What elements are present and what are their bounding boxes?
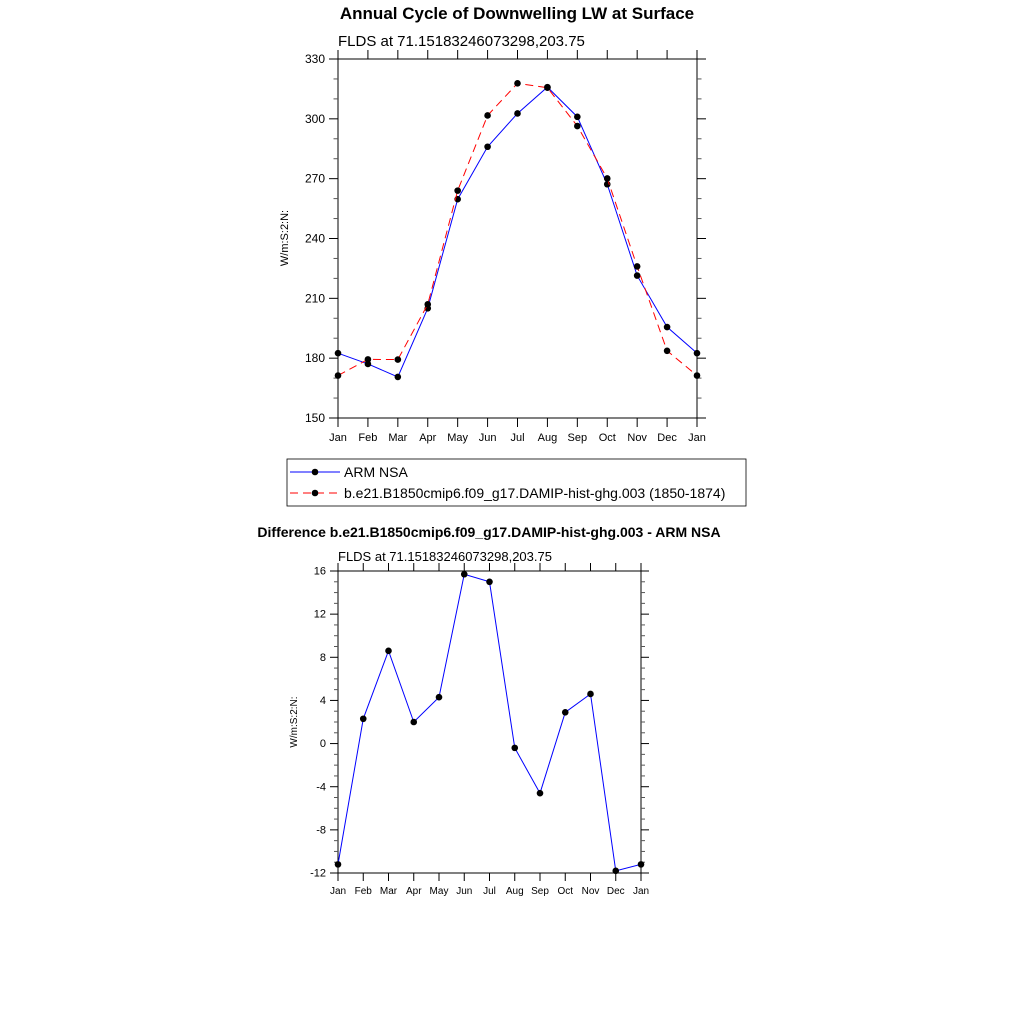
x-tick-label: Sep — [567, 432, 588, 444]
data-point — [454, 187, 461, 194]
bottom-y-axis-label: W/m:S:2:N: — [289, 696, 300, 748]
data-point — [511, 745, 518, 752]
x-tick-label: Mar — [379, 886, 398, 897]
x-tick-label: May — [429, 886, 449, 897]
x-tick-label: Aug — [537, 432, 558, 444]
data-point — [587, 691, 594, 698]
y-tick-label: -4 — [316, 781, 326, 794]
data-point — [694, 350, 701, 357]
x-tick-label: Feb — [354, 886, 372, 897]
legend-label-arm: ARM NSA — [344, 464, 408, 480]
y-tick-label: 330 — [304, 51, 325, 66]
x-tick-label: May — [447, 432, 469, 444]
x-tick-label: Nov — [627, 432, 647, 444]
x-tick-label: Oct — [557, 886, 574, 897]
x-tick-label: Aug — [505, 886, 524, 897]
data-point — [365, 356, 372, 363]
data-point — [436, 694, 443, 701]
y-tick-label: 270 — [304, 171, 325, 186]
y-tick-label: 8 — [319, 651, 326, 664]
data-point — [514, 110, 521, 117]
legend — [287, 459, 746, 506]
x-tick-label: Sep — [531, 886, 549, 897]
legend-marker-arm — [312, 469, 319, 476]
data-point — [424, 301, 431, 308]
data-point — [638, 861, 645, 868]
data-point — [544, 84, 551, 91]
data-point — [410, 719, 417, 726]
series-line-0 — [338, 87, 697, 377]
data-point — [634, 272, 641, 279]
plot-frame — [338, 571, 641, 873]
y-tick-label: 300 — [304, 111, 325, 126]
top-chart-subtitle: FLDS at 71.15183246073298,203.75 — [338, 33, 585, 50]
y-tick-label: -12 — [310, 867, 326, 880]
data-point — [562, 709, 569, 716]
data-point — [335, 861, 342, 868]
data-point — [612, 868, 619, 875]
x-tick-label: Nov — [581, 886, 600, 897]
bottom-chart-title: Difference b.e21.B1850cmip6.f09_g17.DAMIP-hist-ghg.003 - ARM NSA — [257, 524, 721, 540]
data-point — [461, 571, 468, 578]
y-tick-label: 210 — [304, 291, 325, 306]
data-point — [335, 350, 342, 357]
bottom-plot-area — [310, 563, 649, 897]
legend-marker-model — [312, 490, 319, 497]
y-tick-label: 0 — [319, 738, 326, 751]
y-tick-label: 12 — [313, 608, 326, 621]
data-point — [574, 114, 581, 121]
y-tick-label: 240 — [304, 231, 325, 246]
data-point — [514, 80, 521, 87]
bottom-chart-subtitle: FLDS at 71.15183246073298,203.75 — [338, 549, 552, 564]
x-tick-label: Feb — [358, 432, 378, 444]
x-tick-label: Apr — [405, 886, 422, 897]
data-point — [484, 112, 491, 119]
x-tick-label: Jan — [632, 886, 650, 897]
data-point — [634, 263, 641, 270]
x-tick-label: Jun — [478, 432, 497, 444]
data-point — [395, 374, 402, 381]
data-point — [385, 648, 392, 655]
y-tick-label: 150 — [304, 410, 325, 425]
data-point — [664, 324, 671, 331]
x-tick-label: Jun — [456, 886, 473, 897]
data-point — [395, 356, 402, 363]
y-tick-label: 180 — [304, 351, 325, 366]
data-point — [335, 372, 342, 379]
x-tick-label: Oct — [598, 432, 616, 444]
x-tick-label: Jul — [510, 432, 525, 444]
top-y-axis-label: W/m:S:2:N: — [279, 209, 291, 267]
series-line-0 — [338, 574, 641, 871]
data-point — [694, 372, 701, 379]
data-point — [604, 175, 611, 182]
data-point — [664, 347, 671, 354]
series-line-1 — [338, 83, 697, 375]
x-tick-label: Jan — [329, 886, 347, 897]
top-chart-title: Annual Cycle of Downwelling LW at Surface — [339, 4, 695, 23]
x-tick-label: Jul — [483, 886, 496, 897]
y-tick-label: 16 — [313, 565, 326, 578]
x-tick-label: Mar — [388, 432, 408, 444]
y-tick-label: -8 — [316, 824, 326, 837]
x-tick-label: Apr — [419, 432, 437, 444]
x-tick-label: Jan — [329, 432, 347, 444]
data-point — [484, 143, 491, 150]
x-tick-label: Jan — [688, 432, 706, 444]
top-plot-area — [305, 50, 706, 444]
y-tick-label: 4 — [319, 695, 326, 708]
data-point — [486, 578, 493, 585]
data-point — [574, 123, 581, 130]
x-tick-label: Dec — [606, 886, 625, 897]
data-point — [537, 790, 544, 797]
legend-label-model: b.e21.B1850cmip6.f09_g17.DAMIP-hist-ghg.003 (1850-1874) — [344, 485, 726, 501]
data-point — [360, 715, 367, 722]
x-tick-label: Dec — [657, 432, 677, 444]
